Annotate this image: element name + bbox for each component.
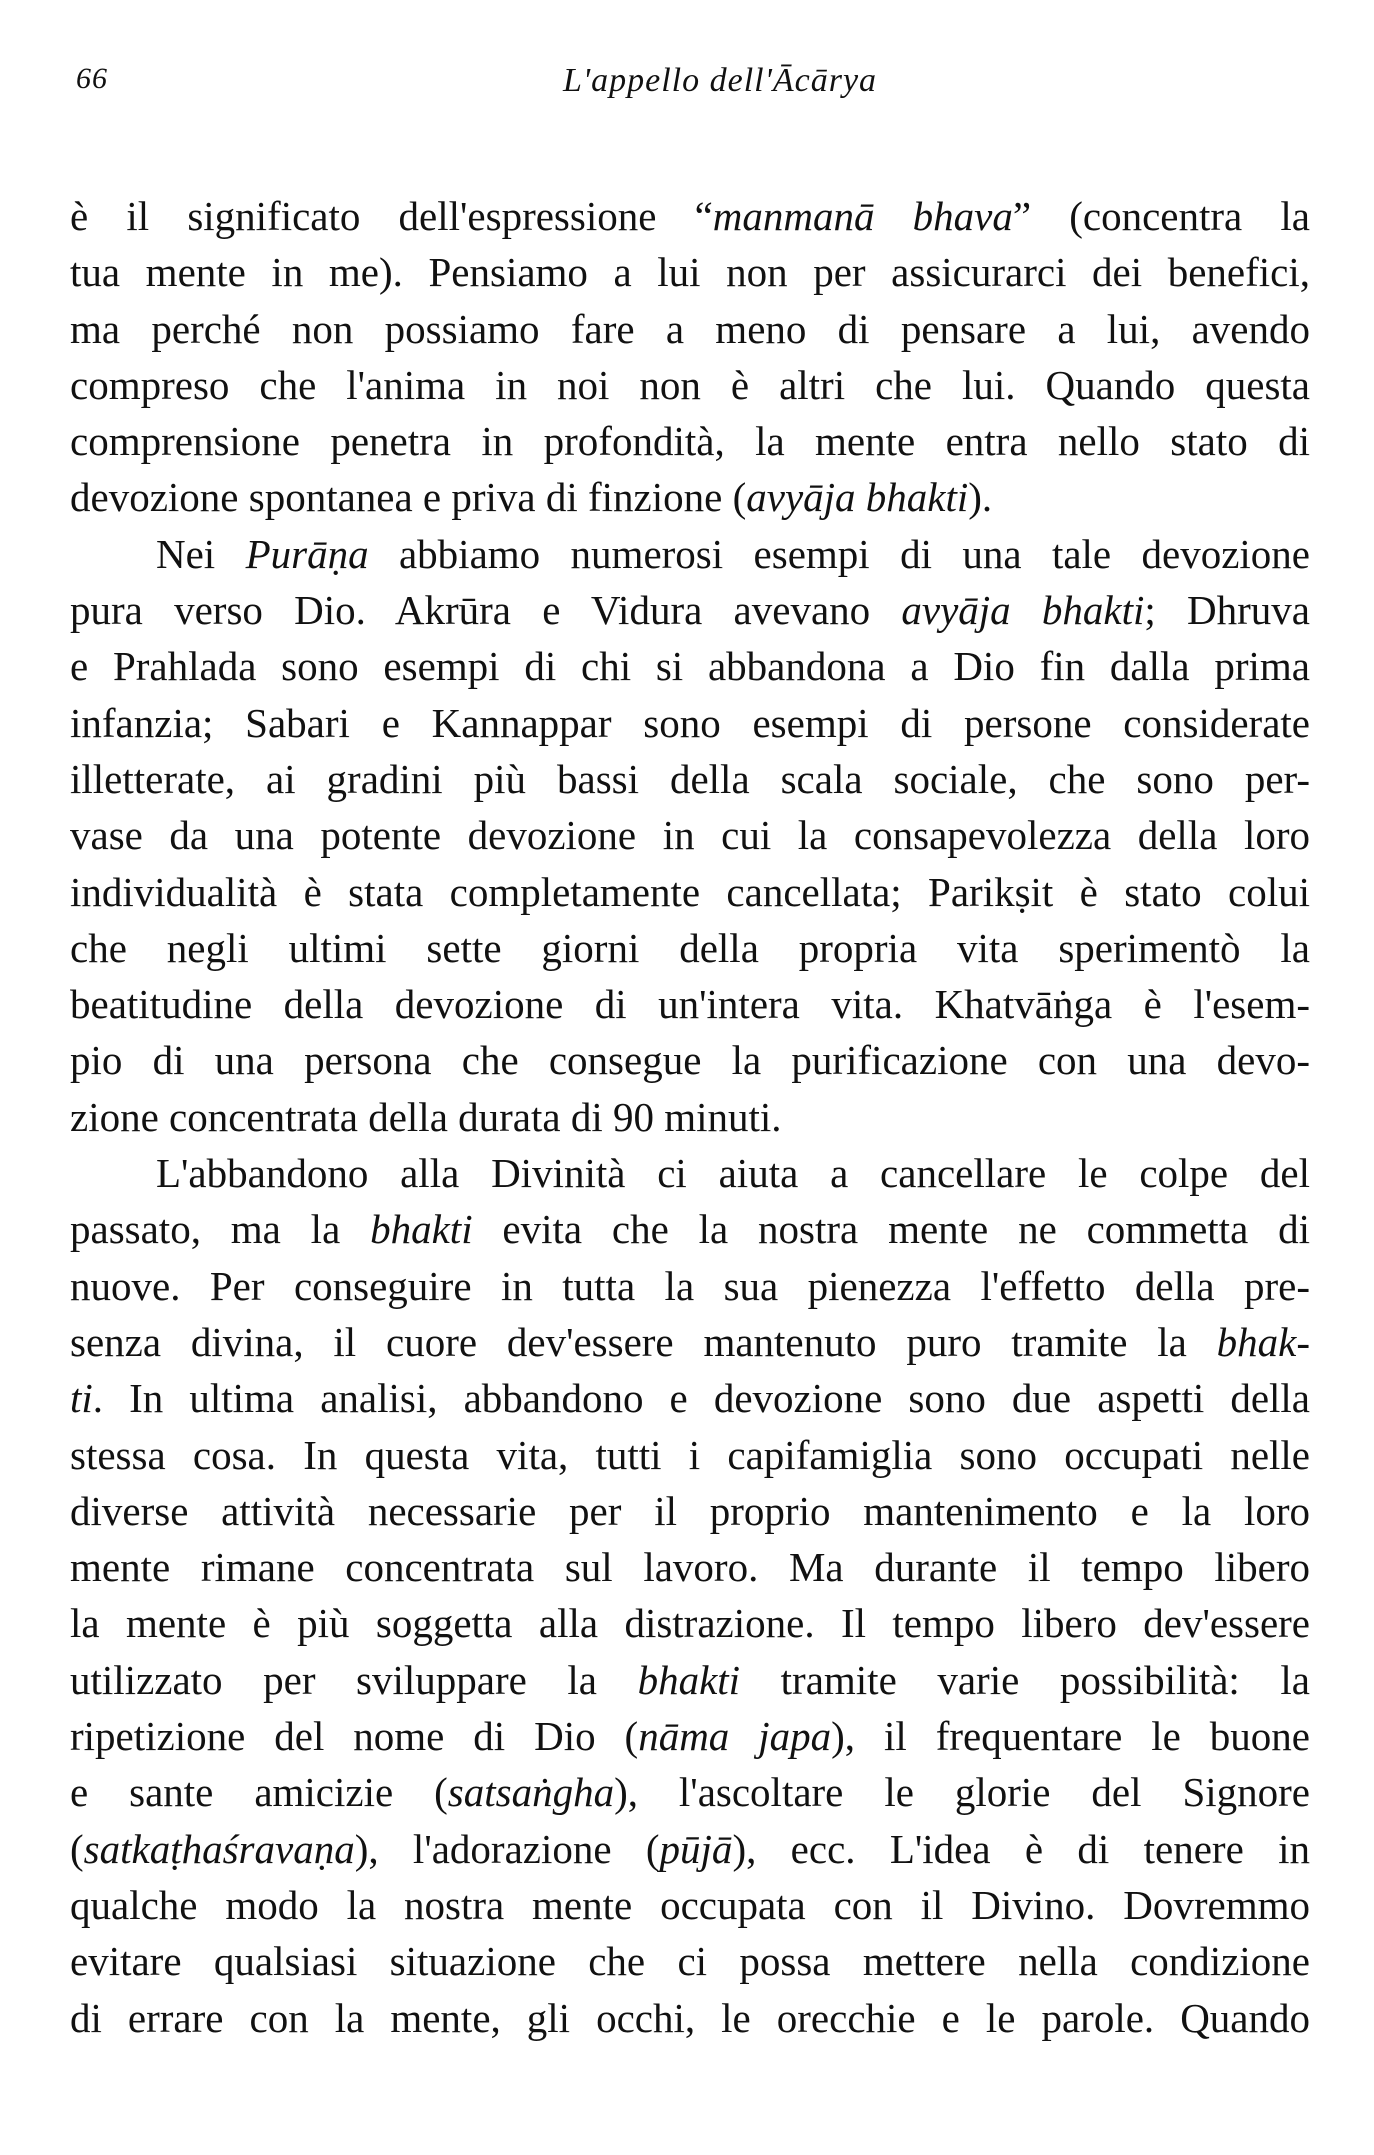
- running-head: L'appello dell'Ācārya: [562, 62, 878, 99]
- italic-text: bhakti: [637, 1656, 741, 1703]
- text-line: [70, 1539, 1310, 1595]
- text-segment: beatitudine della devozione di un'intera vita. Khatvāṅga è l'esem-: [70, 981, 1310, 1028]
- italic-text: Purāṇa: [245, 530, 369, 577]
- text-segment: e sante amicizie (: [70, 1769, 448, 1816]
- italic-text: manmanā bhava: [712, 193, 1013, 239]
- text-line: [70, 976, 1310, 1032]
- italic-text: bhak-: [1216, 1318, 1310, 1365]
- text-segment: la mente è più soggetta alla distrazione. Il tempo libero dev'essere: [70, 1600, 1310, 1647]
- text-segment: ), il frequentare le buone: [831, 1713, 1310, 1760]
- text-line: [70, 1314, 1310, 1370]
- text-segment: e Prahlada sono esempi di chi si abbandona a Dio fin dalla prima: [70, 643, 1310, 690]
- text-line: [70, 1821, 1310, 1877]
- text-line: [70, 1370, 1310, 1426]
- text-segment: comprensione penetra in profondità, la mente entra nello stato di: [70, 418, 1310, 465]
- page-number: 66: [76, 62, 108, 95]
- italic-text: bhakti: [370, 1206, 473, 1253]
- text-segment: tua mente in me). Pensiamo a lui non per assicurarci dei benefici,: [70, 249, 1310, 296]
- text-line: [70, 1708, 1310, 1764]
- text-line: [70, 1933, 1310, 1989]
- text-line: [70, 751, 1310, 807]
- text-segment: ).: [968, 474, 993, 521]
- text-line: [70, 301, 1310, 357]
- italic-text: avyāja bhakti: [746, 474, 969, 521]
- text-segment: compreso che l'anima in noi non è altri che lui. Quando questa: [70, 361, 1310, 408]
- text-segment: Nei: [156, 530, 246, 577]
- text-line: [70, 413, 1310, 469]
- text-line: [70, 1877, 1310, 1933]
- text-line: [70, 1201, 1310, 1257]
- italic-text: satkaṭhaśravaṇa: [83, 1825, 355, 1872]
- text-line: [70, 1764, 1310, 1820]
- text-line: [70, 638, 1310, 694]
- italic-text: avyāja bhakti: [901, 587, 1145, 634]
- text-segment: L'abbandono alla Divinità ci aiuta a cancellare le colpe del: [156, 1150, 1310, 1197]
- text-segment: diverse attività necessarie per il proprio mantenimento e la loro: [70, 1487, 1310, 1534]
- italic-text: satsaṅgha: [447, 1769, 615, 1816]
- text-line: [70, 864, 1310, 920]
- text-segment: evitare qualsiasi situazione che ci possa mettere nella condizione: [70, 1938, 1310, 1985]
- text-segment: (: [70, 1825, 84, 1872]
- text-line: [70, 469, 1310, 525]
- text-line: [70, 807, 1310, 863]
- text-line: [70, 1258, 1310, 1314]
- text-line: [70, 1427, 1310, 1483]
- italic-text: nāma japa: [638, 1713, 832, 1760]
- italic-text: ti: [70, 1375, 93, 1422]
- text-segment: è il significato dell'espressione “: [70, 193, 713, 239]
- text-segment: mente rimane concentrata sul lavoro. Ma durante il tempo libero: [70, 1544, 1310, 1591]
- text-segment: utilizzato per sviluppare la: [70, 1656, 638, 1703]
- text-segment: ripetizione del nome di Dio (: [70, 1713, 639, 1760]
- page-header: [70, 62, 1310, 102]
- text-segment: pio di una persona che consegue la purificazione con una devo-: [70, 1037, 1310, 1084]
- text-line: [70, 695, 1310, 751]
- text-line: [70, 920, 1310, 976]
- text-segment: pura verso Dio. Akrūra e Vidura avevano: [70, 587, 902, 634]
- text-segment: qualche modo la nostra mente occupata con il Divino. Dovremmo: [70, 1881, 1310, 1928]
- text-line: [70, 1032, 1310, 1088]
- text-segment: ma perché non possiamo fare a meno di pensare a lui, avendo: [70, 305, 1310, 352]
- text-segment: devozione spontanea e priva di finzione (: [70, 474, 747, 521]
- text-line: [70, 357, 1310, 413]
- text-line: [70, 1652, 1310, 1708]
- text-segment: zione concentrata della durata di 90 minuti.: [70, 1093, 782, 1140]
- text-segment: vase da una potente devozione in cui la consapevolezza della loro: [70, 812, 1310, 859]
- text-segment: infanzia; Sabari e Kannappar sono esempi di persone considerate: [70, 699, 1310, 746]
- text-segment: . In ultima analisi, abbandono e devozione sono due aspetti della: [92, 1375, 1310, 1422]
- text-segment: ), ecc. L'idea è di tenere in: [732, 1825, 1310, 1872]
- italic-text: pūjā: [659, 1825, 733, 1872]
- text-line: [70, 1089, 1310, 1145]
- text-line: [70, 1483, 1310, 1539]
- text-segment: stessa cosa. In questa vita, tutti i capifamiglia sono occupati nelle: [70, 1431, 1310, 1478]
- body-text: [70, 188, 1310, 2046]
- text-segment: illetterate, ai gradini più bassi della scala sociale, che sono per-: [70, 755, 1310, 802]
- text-segment: nuove. Per conseguire in tutta la sua pienezza l'effetto della pre-: [70, 1262, 1310, 1309]
- text-segment: ), l'adorazione (: [354, 1825, 660, 1872]
- text-line: [70, 582, 1310, 638]
- text-line: [70, 1595, 1310, 1651]
- text-line: [70, 1145, 1310, 1201]
- text-line: [70, 1990, 1310, 2046]
- text-segment: ; Dhruva: [1144, 587, 1310, 634]
- text-segment: abbiamo numerosi esempi di una tale devozione: [368, 530, 1310, 577]
- text-segment: tramite varie possibilità: la: [740, 1656, 1310, 1703]
- text-segment: passato, ma la: [70, 1206, 371, 1253]
- text-line: [70, 526, 1310, 582]
- text-segment: ), l'ascoltare le glorie del Signore: [614, 1769, 1310, 1816]
- text-segment: ” (concentra la: [1012, 193, 1310, 239]
- text-segment: che negli ultimi sette giorni della propria vita sperimentò la: [70, 924, 1310, 971]
- text-segment: senza divina, il cuore dev'essere mantenuto puro tramite la: [70, 1318, 1217, 1365]
- text-segment: di errare con la mente, gli occhi, le orecchie e le parole. Quando: [70, 1994, 1310, 2041]
- text-segment: individualità è stata completamente cancellata; Parikṣit è stato colui: [70, 868, 1310, 915]
- text-line: [70, 244, 1310, 300]
- text-segment: evita che la nostra mente ne commetta di: [472, 1206, 1310, 1253]
- text-line: [70, 188, 1310, 244]
